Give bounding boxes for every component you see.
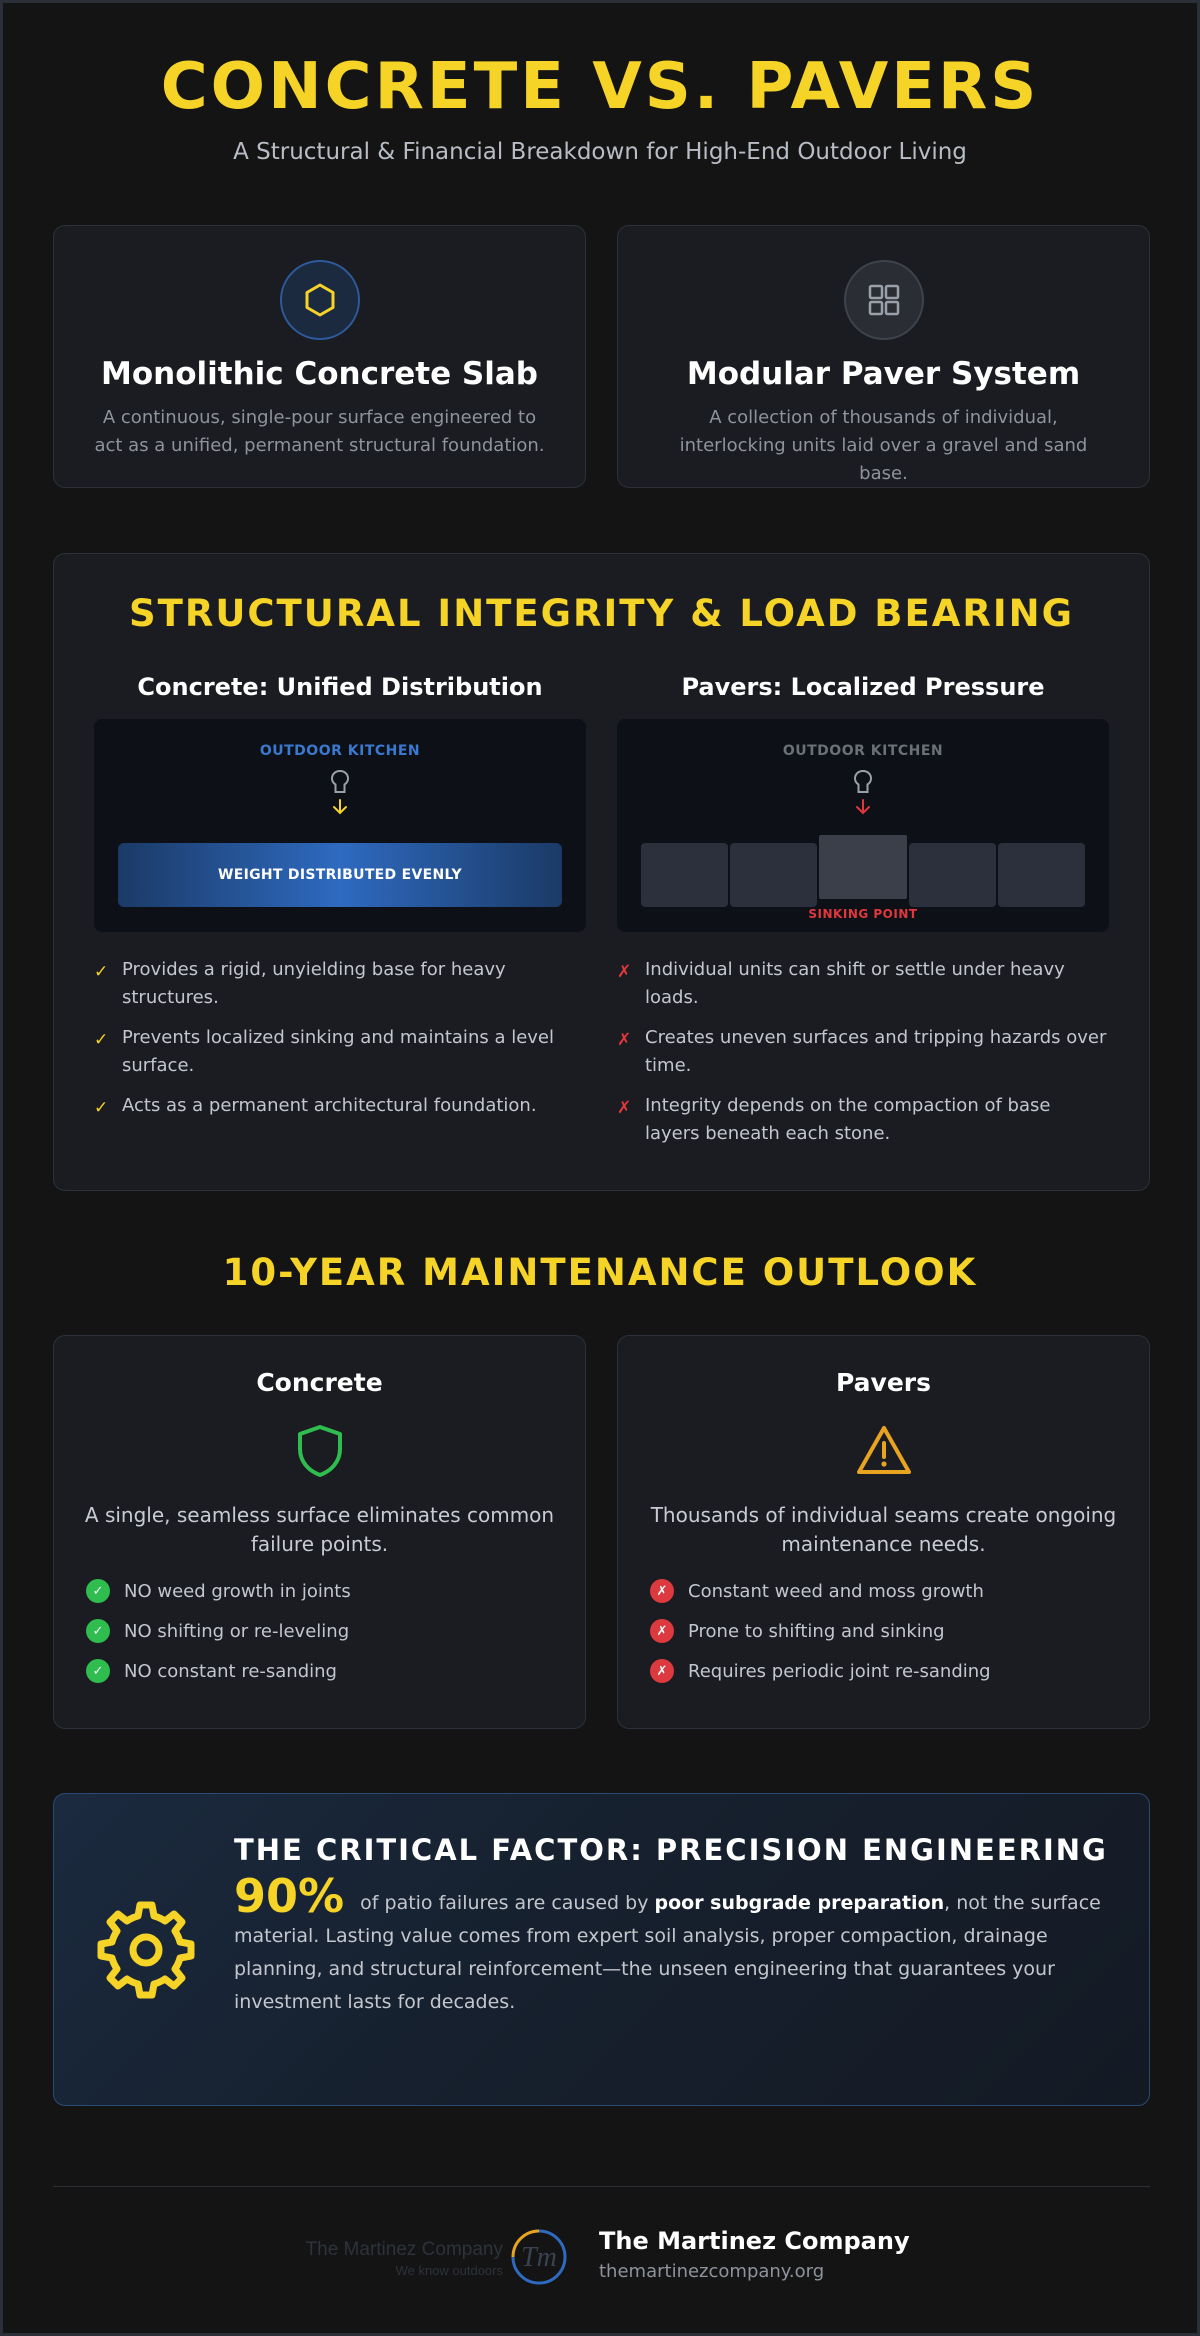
failure-stat: 90% — [234, 1869, 345, 1923]
maintenance-desc: Thousands of individual seams create ongoing maintenance needs. — [650, 1503, 1117, 1556]
list-item — [86, 1659, 585, 1683]
brand-url-link[interactable]: themartinezcompany.org — [599, 2261, 825, 2282]
list-item — [94, 956, 586, 1012]
bullet-text: Creates uneven surfaces and tripping hazards over time. — [645, 1027, 1107, 1076]
maintenance-concrete-list — [86, 1579, 585, 1683]
brand-name: The Martinez Company — [599, 2227, 910, 2255]
bullet-text: Integrity depends on the compaction of base layers beneath each stone. — [645, 1095, 1051, 1144]
maintenance-card-title: Concrete — [256, 1368, 383, 1397]
list-item — [617, 1024, 1109, 1080]
cross-icon: ✗ — [617, 1098, 632, 1118]
item-text: NO constant re-sanding — [124, 1660, 337, 1682]
item-text: NO weed growth in joints — [124, 1580, 351, 1602]
maintenance-pavers-list — [650, 1579, 1149, 1683]
check-circle-icon: ✓ — [86, 1659, 110, 1683]
paver-unit-sunk — [819, 835, 906, 899]
pavers-drawbacks-list — [617, 956, 1109, 1148]
concrete-diagram-label: OUTDOOR KITCHEN — [259, 743, 421, 759]
brand-block — [599, 2227, 910, 2282]
page-footer — [3, 2225, 1197, 2289]
cross-circle-icon: ✗ — [650, 1619, 674, 1643]
structural-section — [53, 553, 1150, 1191]
structural-title: STRUCTURAL INTEGRITY & LOAD BEARING — [128, 592, 1075, 635]
critical-text-part: , not the surface material. Lasting value comes from expert soil analysis, proper compaction, drainage planning, and structural reinforcement—the unseen engineering that guarantees your investment lasts for decades. — [234, 1892, 1101, 2013]
bullet-text: Provides a rigid, unyielding base for heavy structures. — [122, 959, 506, 1008]
paver-unit — [998, 843, 1085, 907]
grid-icon — [844, 260, 924, 340]
intro-desc-pavers: A collection of thousands of individual, interlocking units laid over a gravel and sand base. — [679, 407, 1088, 484]
critical-text-part: of patio failures are caused by — [354, 1892, 655, 1914]
list-item — [650, 1619, 1149, 1643]
list-item — [86, 1619, 585, 1643]
item-text: Constant weed and moss growth — [688, 1580, 984, 1602]
pavers-diagram — [617, 719, 1109, 932]
concrete-heading: Concrete: Unified Distribution — [137, 673, 543, 701]
pavers-diagram-label: OUTDOOR KITCHEN — [782, 743, 944, 759]
concrete-benefits-list — [94, 956, 586, 1122]
paver-unit — [909, 843, 996, 907]
critical-factor-panel — [53, 1793, 1150, 2106]
intro-title-pavers: Modular Paver System — [686, 356, 1081, 392]
load-pin-icon — [852, 769, 874, 795]
check-circle-icon: ✓ — [86, 1619, 110, 1643]
item-text: Prone to shifting and sinking — [688, 1620, 945, 1642]
gear-icon — [96, 1900, 196, 2000]
concrete-diagram — [94, 719, 586, 932]
paver-unit — [730, 843, 817, 907]
page-title: CONCRETE VS. PAVERS — [160, 50, 1040, 124]
bullet-text: Individual units can shift or settle under heavy loads. — [645, 959, 1065, 1008]
logo-monogram: Tm — [521, 2242, 557, 2273]
warning-icon — [854, 1423, 914, 1479]
paver-unit — [641, 843, 728, 907]
footer-divider — [53, 2186, 1150, 2187]
check-icon: ✓ — [94, 1030, 109, 1050]
list-item — [650, 1659, 1149, 1683]
cross-icon: ✗ — [617, 1030, 632, 1050]
cross-circle-icon: ✗ — [650, 1659, 674, 1683]
company-logo-icon — [507, 2225, 571, 2289]
item-text: Requires periodic joint re-sanding — [688, 1660, 991, 1682]
hexagon-icon — [280, 260, 360, 340]
maintenance-desc: A single, seamless surface eliminates common failure points. — [84, 1503, 555, 1556]
arrow-down-icon — [853, 797, 873, 817]
cross-icon: ✗ — [617, 962, 632, 982]
intro-title-concrete: Monolithic Concrete Slab — [101, 356, 538, 392]
arrow-down-icon — [330, 797, 350, 817]
company-logo-wordmark — [293, 2239, 503, 2278]
intro-card-concrete — [53, 225, 586, 488]
bullet-text: Prevents localized sinking and maintains a level surface. — [122, 1027, 554, 1076]
structural-concrete-column — [94, 673, 586, 1160]
intro-card-pavers — [617, 225, 1150, 488]
critical-text — [234, 1869, 1114, 2019]
intro-cards — [53, 225, 1150, 488]
sinking-point-label: SINKING POINT — [808, 907, 918, 921]
structural-columns — [94, 673, 1109, 1160]
intro-desc-concrete: A continuous, single-pour surface engineered to act as a unified, permanent structural foundation. — [94, 407, 545, 456]
maintenance-card-title: Pavers — [836, 1368, 931, 1397]
list-item — [617, 1092, 1109, 1148]
list-item — [94, 1092, 586, 1122]
list-item — [86, 1579, 585, 1603]
critical-title: THE CRITICAL FACTOR: PRECISION ENGINEERING — [234, 1833, 1108, 1867]
list-item — [94, 1024, 586, 1080]
list-item — [617, 956, 1109, 1012]
pavers-heading: Pavers: Localized Pressure — [681, 673, 1045, 701]
maintenance-card-pavers — [617, 1335, 1150, 1729]
shield-icon — [294, 1423, 346, 1479]
item-text: NO shifting or re-leveling — [124, 1620, 350, 1642]
paver-units — [641, 843, 1085, 907]
maintenance-header — [3, 1251, 1197, 1294]
critical-body — [234, 1832, 1114, 2019]
logo-tagline: We know outdoors — [395, 2263, 503, 2278]
cross-circle-icon: ✗ — [650, 1579, 674, 1603]
maintenance-cards — [53, 1335, 1150, 1729]
page-header — [3, 3, 1197, 165]
list-item — [650, 1579, 1149, 1603]
structural-pavers-column — [617, 673, 1109, 1160]
bullet-text: Acts as a permanent architectural foundation. — [122, 1095, 537, 1116]
check-icon: ✓ — [94, 1098, 109, 1118]
load-pin-icon — [329, 769, 351, 795]
check-circle-icon: ✓ — [86, 1579, 110, 1603]
maintenance-title: 10-YEAR MAINTENANCE OUTLOOK — [222, 1251, 978, 1294]
maintenance-card-concrete — [53, 1335, 586, 1729]
concrete-slab: WEIGHT DISTRIBUTED EVENLY — [118, 843, 562, 907]
logo-name: The Martinez Company — [305, 2239, 503, 2260]
check-icon: ✓ — [94, 962, 109, 982]
page-subtitle: A Structural & Financial Breakdown for High-End Outdoor Living — [233, 139, 967, 165]
critical-emphasis: poor subgrade preparation — [654, 1892, 945, 1914]
